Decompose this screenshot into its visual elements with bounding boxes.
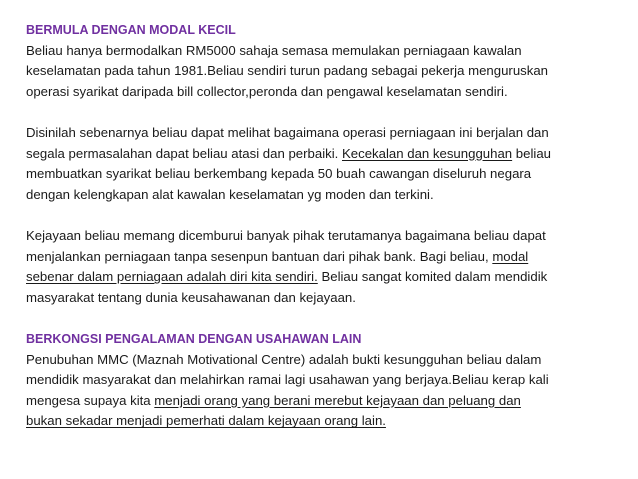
paragraph-line bbox=[26, 247, 626, 268]
paragraph-spacer bbox=[26, 205, 626, 226]
document-body bbox=[26, 20, 626, 432]
underlined-phrase: modal bbox=[492, 248, 529, 264]
paragraph-line: keselamatan pada tahun 1981.Beliau sendiri turun padang sebagai pekerja menguruskan bbox=[26, 63, 549, 79]
paragraph-line: membuatkan syarikat beliau berkembang kepada 50 buah cawangan diseluruh negara bbox=[26, 166, 532, 182]
underlined-phrase: bukan sekadar menjadi pemerhati dalam kejayaan orang lain. bbox=[26, 413, 386, 429]
text-run: menjalankan perniagaan tanpa sesenpun bantuan dari pihak bank. Bagi beliau, bbox=[26, 248, 493, 264]
paragraph-line bbox=[26, 144, 626, 165]
paragraph-line bbox=[26, 391, 626, 412]
paragraph-line: Disinilah sebenarnya beliau dapat melihat bagaimana operasi perniagaan ini berjalan dan bbox=[26, 124, 549, 140]
section-heading-modal-kecil: BERMULA DENGAN MODAL KECIL bbox=[26, 23, 236, 37]
underlined-phrase: Kecekalan dan kesungguhan bbox=[342, 145, 513, 161]
text-run: beliau bbox=[512, 145, 551, 161]
paragraph-line: Penubuhan MMC (Maznah Motivational Centre) adalah bukti kesungguhan beliau dalam bbox=[26, 351, 542, 367]
underlined-phrase: sebenar dalam perniagaan adalah diri kita sendiri. bbox=[26, 269, 318, 285]
text-run: segala permasalahan dapat beliau atasi dan perbaiki. bbox=[26, 145, 342, 161]
paragraph-spacer bbox=[26, 308, 626, 329]
text-run: Beliau sangat komited dalam mendidik bbox=[317, 269, 548, 285]
underlined-phrase: menjadi orang yang berani merebut kejayaan dan peluang dan bbox=[154, 392, 521, 408]
paragraph-spacer bbox=[26, 102, 626, 123]
paragraph-line: dengan kelengkapan alat kawalan keselamatan yg moden dan terkini. bbox=[26, 186, 434, 202]
paragraph-line: operasi syarikat daripada bill collector,peronda dan pengawal keselamatan sendiri. bbox=[26, 83, 508, 99]
paragraph-line: Kejayaan beliau memang dicemburui banyak pihak terutamanya bagaimana beliau dapat bbox=[26, 227, 546, 243]
paragraph-line bbox=[26, 267, 626, 288]
text-run: mengesa supaya kita bbox=[26, 392, 155, 408]
paragraph-line: mendidik masyarakat dan melahirkan ramai lagi usahawan yang berjaya.Beliau kerap kali bbox=[26, 372, 549, 388]
paragraph-line: Beliau hanya bermodalkan RM5000 sahaja semasa memulakan perniagaan kawalan bbox=[26, 42, 522, 58]
paragraph-line: masyarakat tentang dunia keusahawanan dan kejayaan. bbox=[26, 289, 356, 305]
paragraph-line bbox=[26, 411, 626, 432]
section-heading-berkongsi-pengalaman: BERKONGSI PENGALAMAN DENGAN USAHAWAN LAIN bbox=[26, 331, 362, 346]
